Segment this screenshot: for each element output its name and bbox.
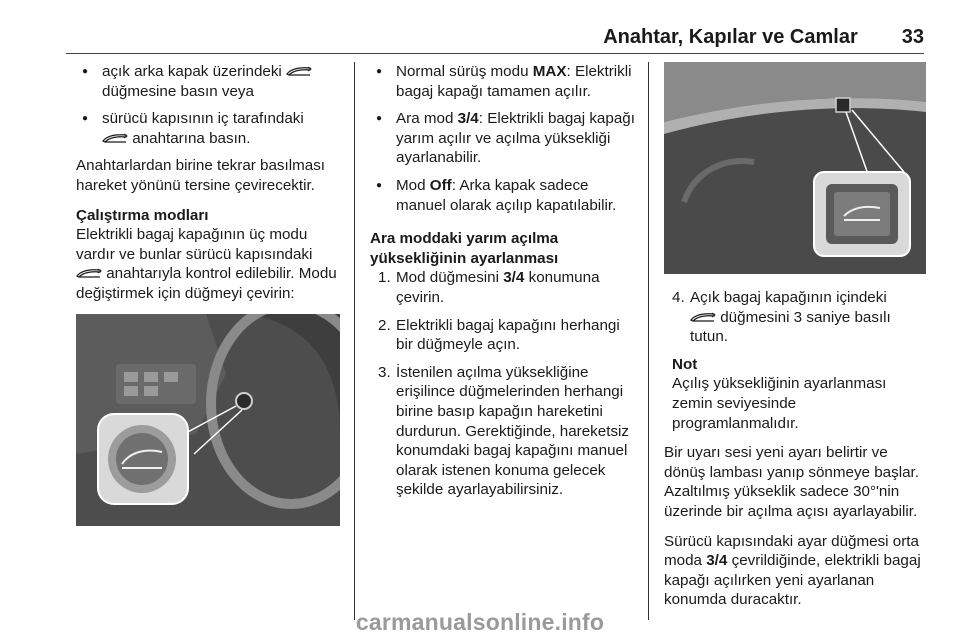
page-number: 33 <box>901 26 924 48</box>
numbered-step: 2. Elektrikli bagaj kapağını herhangi bir düğmeyle açın. <box>378 316 620 354</box>
section-heading: Ara moddaki yarım açılma yüksekliğinin ayarlanması <box>370 230 559 267</box>
header-divider <box>66 53 924 54</box>
column-2 <box>370 62 638 508</box>
column-divider <box>354 62 355 620</box>
numbered-step: 1. Mod düğmesini 3/4 konumuna çevirin. <box>378 269 600 306</box>
paragraph: Sürücü kapısındaki ayar düğmesi orta moda 3/4 çevrildiğinde, elektrikli bagaj kapağı açılırken yeni ayarlanan konumda duracaktır. <box>664 532 921 609</box>
bullet-item: ● sürücü kapısının iç tarafındaki anahtarına basın. <box>76 109 344 148</box>
numbered-step: 3. İstenilen açılma yüksekliğine erişilince düğmelerinden herhangi birine basıp kapağın hareketini durdurun. Gerektiğinde, hareketsiz konumdaki bagaj kapağını manuel olarak istenen konuma gelecek şekilde ayarlayabilirsiniz. <box>378 363 630 499</box>
paragraph: Bir uyarı sesi yeni ayarı belirtir ve dönüş lambası yanıp sönmeye başlar. Azaltılmış yükseklik sadece 30°'nin üzerinde bir açılma açısı ayarlayabilir. <box>664 444 919 520</box>
paragraph: Elektrikli bagaj kapağının üç modu vardır ve bunlar sürücü kapısındaki anahtarıyla kontrol edilebilir. Modu değiştirmek için düğmeyi çevirin: <box>76 226 337 302</box>
bullet-item: ● Ara mod 3/4: Elektrikli bagaj kapağı yarım açılır ve açılma yüksekliği ayarlanabilir. <box>370 109 638 168</box>
tailgate-key-icon <box>690 311 716 323</box>
bullet-item: ● Normal sürüş modu MAX: Elektrikli bagaj kapağı tamamen açılır. <box>370 62 638 101</box>
note-box <box>664 355 926 433</box>
paragraph: Anahtarlardan birine tekrar basılması hareket yönünü tersine çevirecektir. <box>76 157 326 194</box>
door-switch-illustration <box>76 314 340 526</box>
bullet-item: ● Mod Off: Arka kapak sadece manuel olarak açılıp kapatılabilir. <box>370 176 638 215</box>
watermark: carmanualsonline.info <box>355 609 605 635</box>
column-1 <box>76 62 344 526</box>
page-title: Anahtar, Kapılar ve Camlar <box>603 26 858 48</box>
tailgate-button-illustration <box>664 62 926 274</box>
numbered-step: 4. Açık bagaj kapağının içindeki düğmesini 3 saniye basılı tutun. <box>672 289 891 346</box>
column-3 <box>664 62 926 620</box>
tailgate-key-icon <box>76 267 102 279</box>
note-title: Not <box>672 355 698 373</box>
tailgate-key-icon <box>102 132 128 144</box>
section-heading: Çalıştırma modları <box>76 206 209 224</box>
page-header <box>66 26 924 49</box>
bullet-item: ● açık arka kapak üzerindeki düğmesine basın veya <box>76 62 344 101</box>
tailgate-key-icon <box>286 65 312 77</box>
note-text: Açılış yüksekliğinin ayarlanması zemin seviyesinde programlanmalıdır. <box>672 375 887 432</box>
column-divider <box>648 62 649 620</box>
